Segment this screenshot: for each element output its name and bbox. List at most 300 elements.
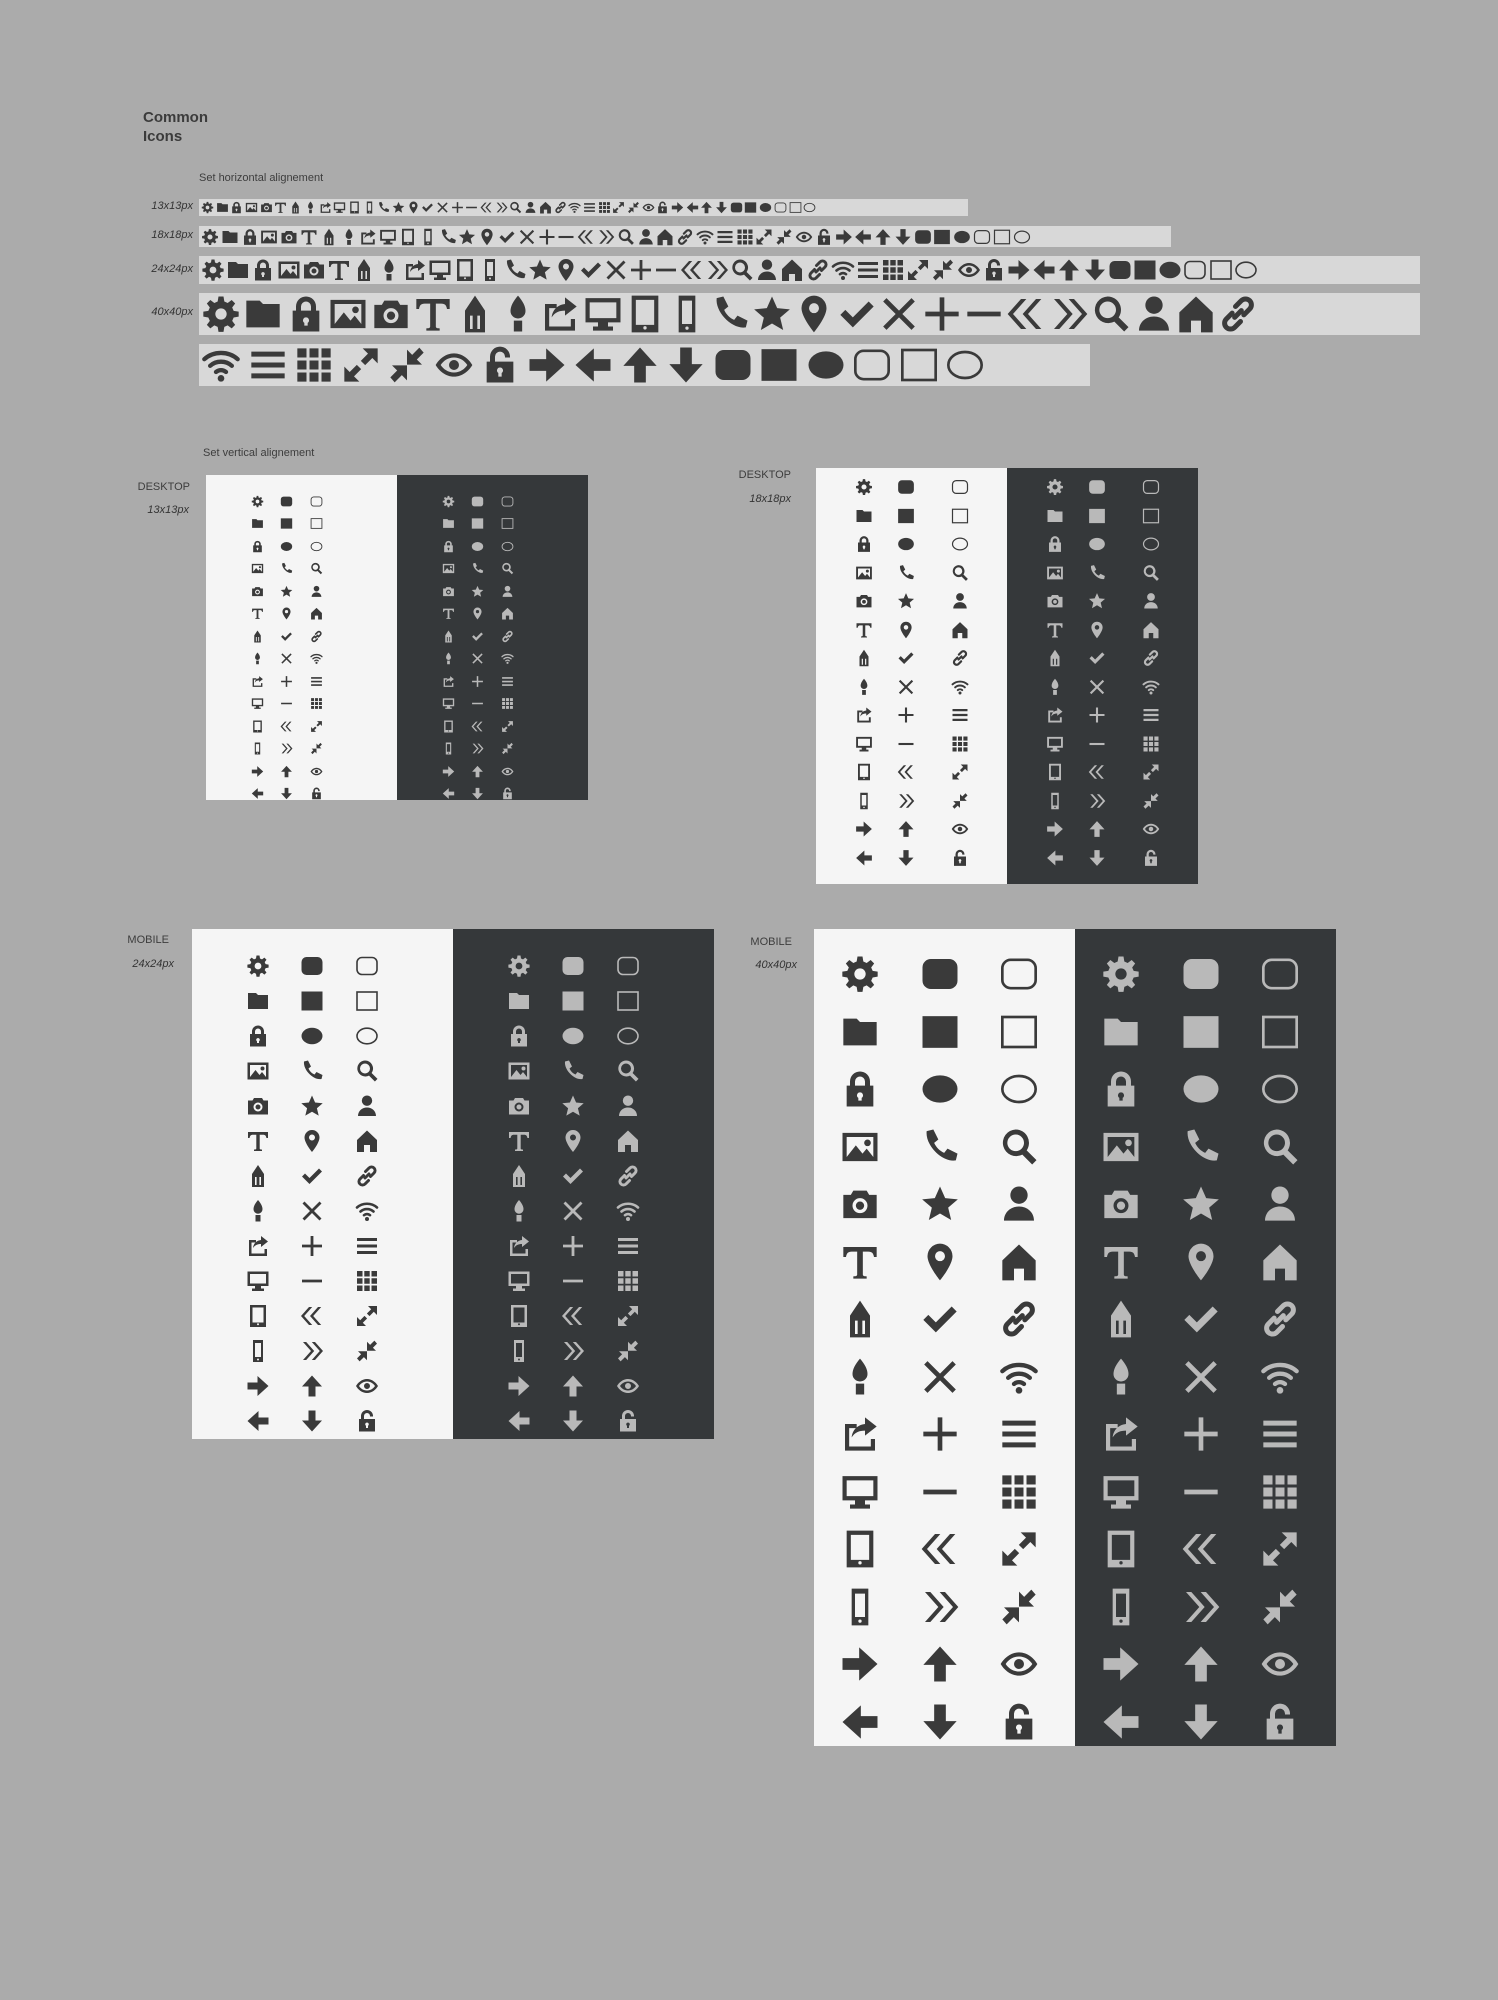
ellipse-outline-icon: [945, 345, 985, 385]
size-label-13: 13x13px: [151, 200, 193, 212]
map-pin-icon: [1181, 1242, 1221, 1282]
lock-icon: [251, 540, 264, 553]
arrow-left-icon: [854, 228, 872, 246]
rounded-square-filled-icon: [897, 478, 915, 496]
arrow-down-icon: [561, 1409, 585, 1433]
share-icon: [246, 1234, 270, 1258]
expand-icon: [501, 720, 514, 733]
chevron-left-icon: [300, 1304, 324, 1328]
home-icon: [1142, 621, 1160, 639]
text-icon: [327, 258, 351, 282]
rounded-square-filled-icon: [1181, 954, 1221, 994]
rounded-square-outline-icon: [1142, 478, 1160, 496]
star-icon: [471, 585, 484, 598]
eye-icon: [957, 258, 981, 282]
size-label-40: 40x40px: [151, 306, 193, 318]
rounded-square-outline-icon: [310, 495, 323, 508]
close-icon: [879, 294, 919, 334]
wifi-icon: [951, 678, 969, 696]
ellipse-filled-icon: [1088, 535, 1106, 553]
brush-icon: [507, 1199, 531, 1223]
grid-icon: [616, 1269, 640, 1293]
plus-icon: [629, 258, 653, 282]
tablet-icon: [453, 258, 477, 282]
unlock-icon: [310, 787, 323, 800]
expand-icon: [951, 763, 969, 781]
share-icon: [1046, 706, 1064, 724]
arrow-right-icon: [442, 765, 455, 778]
user-icon: [951, 592, 969, 610]
chevron-right-icon: [705, 258, 729, 282]
panel-4-platform: MOBILE: [750, 936, 792, 948]
arrow-left-icon: [1101, 1702, 1141, 1742]
menu-icon: [1260, 1414, 1300, 1454]
link-icon: [676, 228, 694, 246]
share-icon: [507, 1234, 531, 1258]
search-icon: [617, 228, 635, 246]
square-outline-icon: [310, 517, 323, 530]
rounded-square-filled-icon: [471, 495, 484, 508]
lock-icon: [855, 535, 873, 553]
home-icon: [1176, 294, 1216, 334]
ellipse-outline-icon: [1013, 228, 1031, 246]
text-icon: [855, 621, 873, 639]
arrow-down-icon: [920, 1702, 960, 1742]
chevron-left-icon: [920, 1529, 960, 1569]
light-background-set: [816, 468, 1007, 884]
wifi-icon: [999, 1357, 1039, 1397]
gear-icon: [1101, 954, 1141, 994]
collapse-icon: [951, 792, 969, 810]
arrow-right-icon: [527, 345, 567, 385]
lock-icon: [1101, 1069, 1141, 1109]
close-icon: [561, 1199, 585, 1223]
square-outline-icon: [1142, 507, 1160, 525]
tablet-icon: [507, 1304, 531, 1328]
home-icon: [656, 228, 674, 246]
ellipse-outline-icon: [1234, 258, 1258, 282]
panel-1-size: 13x13px: [147, 504, 189, 516]
expand-icon: [1260, 1529, 1300, 1569]
wifi-icon: [696, 228, 714, 246]
arrow-up-icon: [471, 765, 484, 778]
collapse-icon: [355, 1339, 379, 1363]
search-icon: [1091, 294, 1131, 334]
square-outline-icon: [355, 989, 379, 1013]
ellipse-filled-icon: [280, 540, 293, 553]
text-icon: [507, 1129, 531, 1153]
rounded-square-outline-icon: [355, 954, 379, 978]
rounded-square-filled-icon: [300, 954, 324, 978]
dark-background-set: [397, 475, 588, 800]
brush-icon: [377, 258, 401, 282]
link-icon: [501, 630, 514, 643]
rounded-square-outline-icon: [616, 954, 640, 978]
square-outline-icon: [993, 228, 1011, 246]
map-pin-icon: [561, 1129, 585, 1153]
arrow-right-icon: [855, 820, 873, 838]
image-icon: [840, 1127, 880, 1167]
gear-icon: [201, 201, 214, 214]
camera-icon: [371, 294, 411, 334]
dark-background-set: [1007, 468, 1198, 884]
grid-icon: [501, 697, 514, 710]
ellipse-filled-icon: [471, 540, 484, 553]
phone-icon: [1046, 792, 1064, 810]
camera-icon: [1046, 592, 1064, 610]
phone-icon: [840, 1587, 880, 1627]
grid-icon: [1260, 1472, 1300, 1512]
tablet-icon: [1101, 1529, 1141, 1569]
text-icon: [274, 201, 287, 214]
vertical-section-label: Set vertical alignement: [203, 447, 315, 459]
grid-icon: [355, 1269, 379, 1293]
menu-icon: [248, 345, 288, 385]
check-icon: [280, 630, 293, 643]
link-icon: [951, 649, 969, 667]
icon-strip-40px-row-2: [199, 344, 1090, 386]
gear-icon: [201, 228, 219, 246]
lock-icon: [230, 201, 243, 214]
rounded-square-filled-icon: [920, 954, 960, 994]
check-icon: [1181, 1299, 1221, 1339]
link-icon: [616, 1164, 640, 1188]
pencil-icon: [320, 228, 338, 246]
close-icon: [604, 258, 628, 282]
folder-icon: [226, 258, 250, 282]
star-icon: [752, 294, 792, 334]
wifi-icon: [355, 1199, 379, 1223]
unlock-icon: [1142, 849, 1160, 867]
telephone-icon: [300, 1059, 324, 1083]
tablet-icon: [246, 1304, 270, 1328]
folder-icon: [442, 517, 455, 530]
wifi-icon: [616, 1199, 640, 1223]
square-outline-icon: [789, 201, 802, 214]
minus-icon: [300, 1269, 324, 1293]
minus-icon: [471, 697, 484, 710]
minus-icon: [964, 294, 1004, 334]
collapse-icon: [616, 1339, 640, 1363]
chevron-left-icon: [561, 1304, 585, 1328]
chevron-right-icon: [280, 742, 293, 755]
page-title: [143, 108, 208, 146]
wifi-icon: [831, 258, 855, 282]
telephone-icon: [471, 562, 484, 575]
close-icon: [518, 228, 536, 246]
phone-icon: [478, 258, 502, 282]
tablet-icon: [1046, 763, 1064, 781]
panel-4-size: 40x40px: [755, 959, 797, 971]
square-filled-icon: [300, 989, 324, 1013]
pencil-icon: [442, 630, 455, 643]
brush-icon: [340, 228, 358, 246]
lock-icon: [1046, 535, 1064, 553]
collapse-icon: [1142, 792, 1160, 810]
home-icon: [616, 1129, 640, 1153]
horizontal-section-label: Set horizontal alignement: [199, 172, 324, 184]
gear-icon: [201, 258, 225, 282]
expand-icon: [341, 345, 381, 385]
map-pin-icon: [1088, 621, 1106, 639]
ellipse-filled-icon: [897, 535, 915, 553]
square-filled-icon: [933, 228, 951, 246]
home-icon: [951, 621, 969, 639]
text-icon: [1101, 1242, 1141, 1282]
text-icon: [840, 1242, 880, 1282]
lock-icon: [241, 228, 259, 246]
link-icon: [310, 630, 323, 643]
link-icon: [1260, 1299, 1300, 1339]
grid-icon: [294, 345, 334, 385]
minus-icon: [280, 697, 293, 710]
share-icon: [840, 1414, 880, 1454]
monitor-icon: [251, 697, 264, 710]
arrow-right-icon: [1007, 258, 1031, 282]
image-icon: [1101, 1127, 1141, 1167]
camera-icon: [302, 258, 326, 282]
pencil-icon: [840, 1299, 880, 1339]
ellipse-filled-icon: [920, 1069, 960, 1109]
check-icon: [471, 630, 484, 643]
square-outline-icon: [951, 507, 969, 525]
map-pin-icon: [407, 201, 420, 214]
search-icon: [730, 258, 754, 282]
image-icon: [277, 258, 301, 282]
check-icon: [897, 649, 915, 667]
search-icon: [501, 562, 514, 575]
tablet-icon: [625, 294, 665, 334]
arrow-up-icon: [1181, 1644, 1221, 1684]
arrow-down-icon: [1083, 258, 1107, 282]
phone-icon: [363, 201, 376, 214]
share-icon: [251, 675, 264, 688]
folder-icon: [221, 228, 239, 246]
arrow-left-icon: [573, 345, 613, 385]
light-background-set: [192, 929, 453, 1439]
menu-icon: [616, 1234, 640, 1258]
collapse-icon: [310, 742, 323, 755]
rounded-square-filled-icon: [1088, 478, 1106, 496]
text-icon: [1046, 621, 1064, 639]
eye-icon: [951, 820, 969, 838]
expand-icon: [616, 1304, 640, 1328]
chevron-left-icon: [1181, 1529, 1221, 1569]
user-icon: [1260, 1184, 1300, 1224]
arrow-up-icon: [897, 820, 915, 838]
brush-icon: [442, 652, 455, 665]
square-filled-icon: [280, 517, 293, 530]
unlock-icon: [501, 787, 514, 800]
rounded-square-outline-icon: [999, 954, 1039, 994]
arrow-down-icon: [280, 787, 293, 800]
arrow-up-icon: [1088, 820, 1106, 838]
minus-icon: [897, 735, 915, 753]
telephone-icon: [377, 201, 390, 214]
chevron-right-icon: [300, 1339, 324, 1363]
image-icon: [260, 228, 278, 246]
icon-panel-desktop-13px: [206, 475, 588, 800]
chevron-right-icon: [597, 228, 615, 246]
dark-background-set: [1075, 929, 1336, 1746]
square-filled-icon: [1181, 1012, 1221, 1052]
link-icon: [1142, 649, 1160, 667]
brush-icon: [251, 652, 264, 665]
arrow-left-icon: [251, 787, 264, 800]
close-icon: [920, 1357, 960, 1397]
arrow-left-icon: [246, 1409, 270, 1433]
brush-icon: [246, 1199, 270, 1223]
plus-icon: [471, 675, 484, 688]
pencil-icon: [507, 1164, 531, 1188]
icon-strip-18px: [199, 226, 1171, 247]
image-icon: [1046, 564, 1064, 582]
arrow-right-icon: [840, 1644, 880, 1684]
share-icon: [442, 675, 455, 688]
folder-icon: [1101, 1012, 1141, 1052]
folder-icon: [840, 1012, 880, 1052]
home-icon: [355, 1129, 379, 1153]
menu-icon: [583, 201, 596, 214]
tablet-icon: [251, 720, 264, 733]
folder-icon: [507, 989, 531, 1013]
map-pin-icon: [794, 294, 834, 334]
chevron-right-icon: [1088, 792, 1106, 810]
folder-icon: [246, 989, 270, 1013]
panel-2-platform: DESKTOP: [738, 469, 791, 481]
arrow-down-icon: [897, 849, 915, 867]
search-icon: [310, 562, 323, 575]
check-icon: [579, 258, 603, 282]
close-icon: [280, 652, 293, 665]
light-background-set: [814, 929, 1075, 1746]
search-icon: [616, 1059, 640, 1083]
plus-icon: [538, 228, 556, 246]
tablet-icon: [399, 228, 417, 246]
star-icon: [458, 228, 476, 246]
lock-icon: [286, 294, 326, 334]
arrow-left-icon: [1032, 258, 1056, 282]
unlock-icon: [999, 1702, 1039, 1742]
ellipse-filled-icon: [1181, 1069, 1221, 1109]
gear-icon: [855, 478, 873, 496]
user-icon: [755, 258, 779, 282]
rounded-square-outline-icon: [951, 478, 969, 496]
map-pin-icon: [554, 258, 578, 282]
telephone-icon: [710, 294, 750, 334]
arrow-right-icon: [251, 765, 264, 778]
user-icon: [999, 1184, 1039, 1224]
lock-icon: [442, 540, 455, 553]
square-outline-icon: [616, 989, 640, 1013]
phone-icon: [419, 228, 437, 246]
map-pin-icon: [897, 621, 915, 639]
close-icon: [1088, 678, 1106, 696]
search-icon: [1142, 564, 1160, 582]
arrow-up-icon: [620, 345, 660, 385]
brush-icon: [498, 294, 538, 334]
map-pin-icon: [478, 228, 496, 246]
home-icon: [999, 1242, 1039, 1282]
expand-icon: [999, 1529, 1039, 1569]
square-filled-icon: [1133, 258, 1157, 282]
unlock-icon: [951, 849, 969, 867]
search-icon: [509, 201, 522, 214]
star-icon: [1181, 1184, 1221, 1224]
camera-icon: [246, 1094, 270, 1118]
telephone-icon: [561, 1059, 585, 1083]
arrow-left-icon: [1046, 849, 1064, 867]
map-pin-icon: [280, 607, 293, 620]
unlock-icon: [815, 228, 833, 246]
panel-3-size: 24x24px: [132, 958, 174, 970]
arrow-right-icon: [507, 1374, 531, 1398]
arrow-down-icon: [715, 201, 728, 214]
text-icon: [246, 1129, 270, 1153]
check-icon: [300, 1164, 324, 1188]
arrow-right-icon: [1046, 820, 1064, 838]
image-icon: [246, 1059, 270, 1083]
plus-icon: [300, 1234, 324, 1258]
share-icon: [359, 228, 377, 246]
chevron-right-icon: [561, 1339, 585, 1363]
star-icon: [280, 585, 293, 598]
wifi-icon: [568, 201, 581, 214]
tablet-icon: [442, 720, 455, 733]
icon-strip-13px: [199, 199, 968, 216]
phone-icon: [246, 1339, 270, 1363]
ellipse-outline-icon: [999, 1069, 1039, 1109]
page-title-line-2: Icons: [143, 128, 183, 145]
ellipse-filled-icon: [953, 228, 971, 246]
rounded-square-filled-icon: [561, 954, 585, 978]
gear-icon: [840, 954, 880, 994]
ellipse-outline-icon: [1260, 1069, 1300, 1109]
monitor-icon: [442, 697, 455, 710]
check-icon: [421, 201, 434, 214]
brush-icon: [1101, 1357, 1141, 1397]
wifi-icon: [1142, 678, 1160, 696]
monitor-icon: [840, 1472, 880, 1512]
chevron-left-icon: [577, 228, 595, 246]
user-icon: [524, 201, 537, 214]
arrow-up-icon: [280, 765, 293, 778]
panel-3-platform: MOBILE: [127, 934, 169, 946]
expand-icon: [1142, 763, 1160, 781]
chevron-left-icon: [897, 763, 915, 781]
minus-icon: [465, 201, 478, 214]
camera-icon: [280, 228, 298, 246]
rounded-square-outline-icon: [852, 345, 892, 385]
eye-icon: [616, 1374, 640, 1398]
chevron-right-icon: [920, 1587, 960, 1627]
pencil-icon: [1046, 649, 1064, 667]
link-icon: [999, 1299, 1039, 1339]
brush-icon: [840, 1357, 880, 1397]
grid-icon: [881, 258, 905, 282]
map-pin-icon: [920, 1242, 960, 1282]
camera-icon: [855, 592, 873, 610]
user-icon: [355, 1094, 379, 1118]
ellipse-filled-icon: [561, 1024, 585, 1048]
square-filled-icon: [561, 989, 585, 1013]
light-background-set: [206, 475, 397, 800]
rounded-square-outline-icon: [1260, 954, 1300, 994]
telephone-icon: [280, 562, 293, 575]
chevron-left-icon: [280, 720, 293, 733]
square-filled-icon: [897, 507, 915, 525]
camera-icon: [251, 585, 264, 598]
